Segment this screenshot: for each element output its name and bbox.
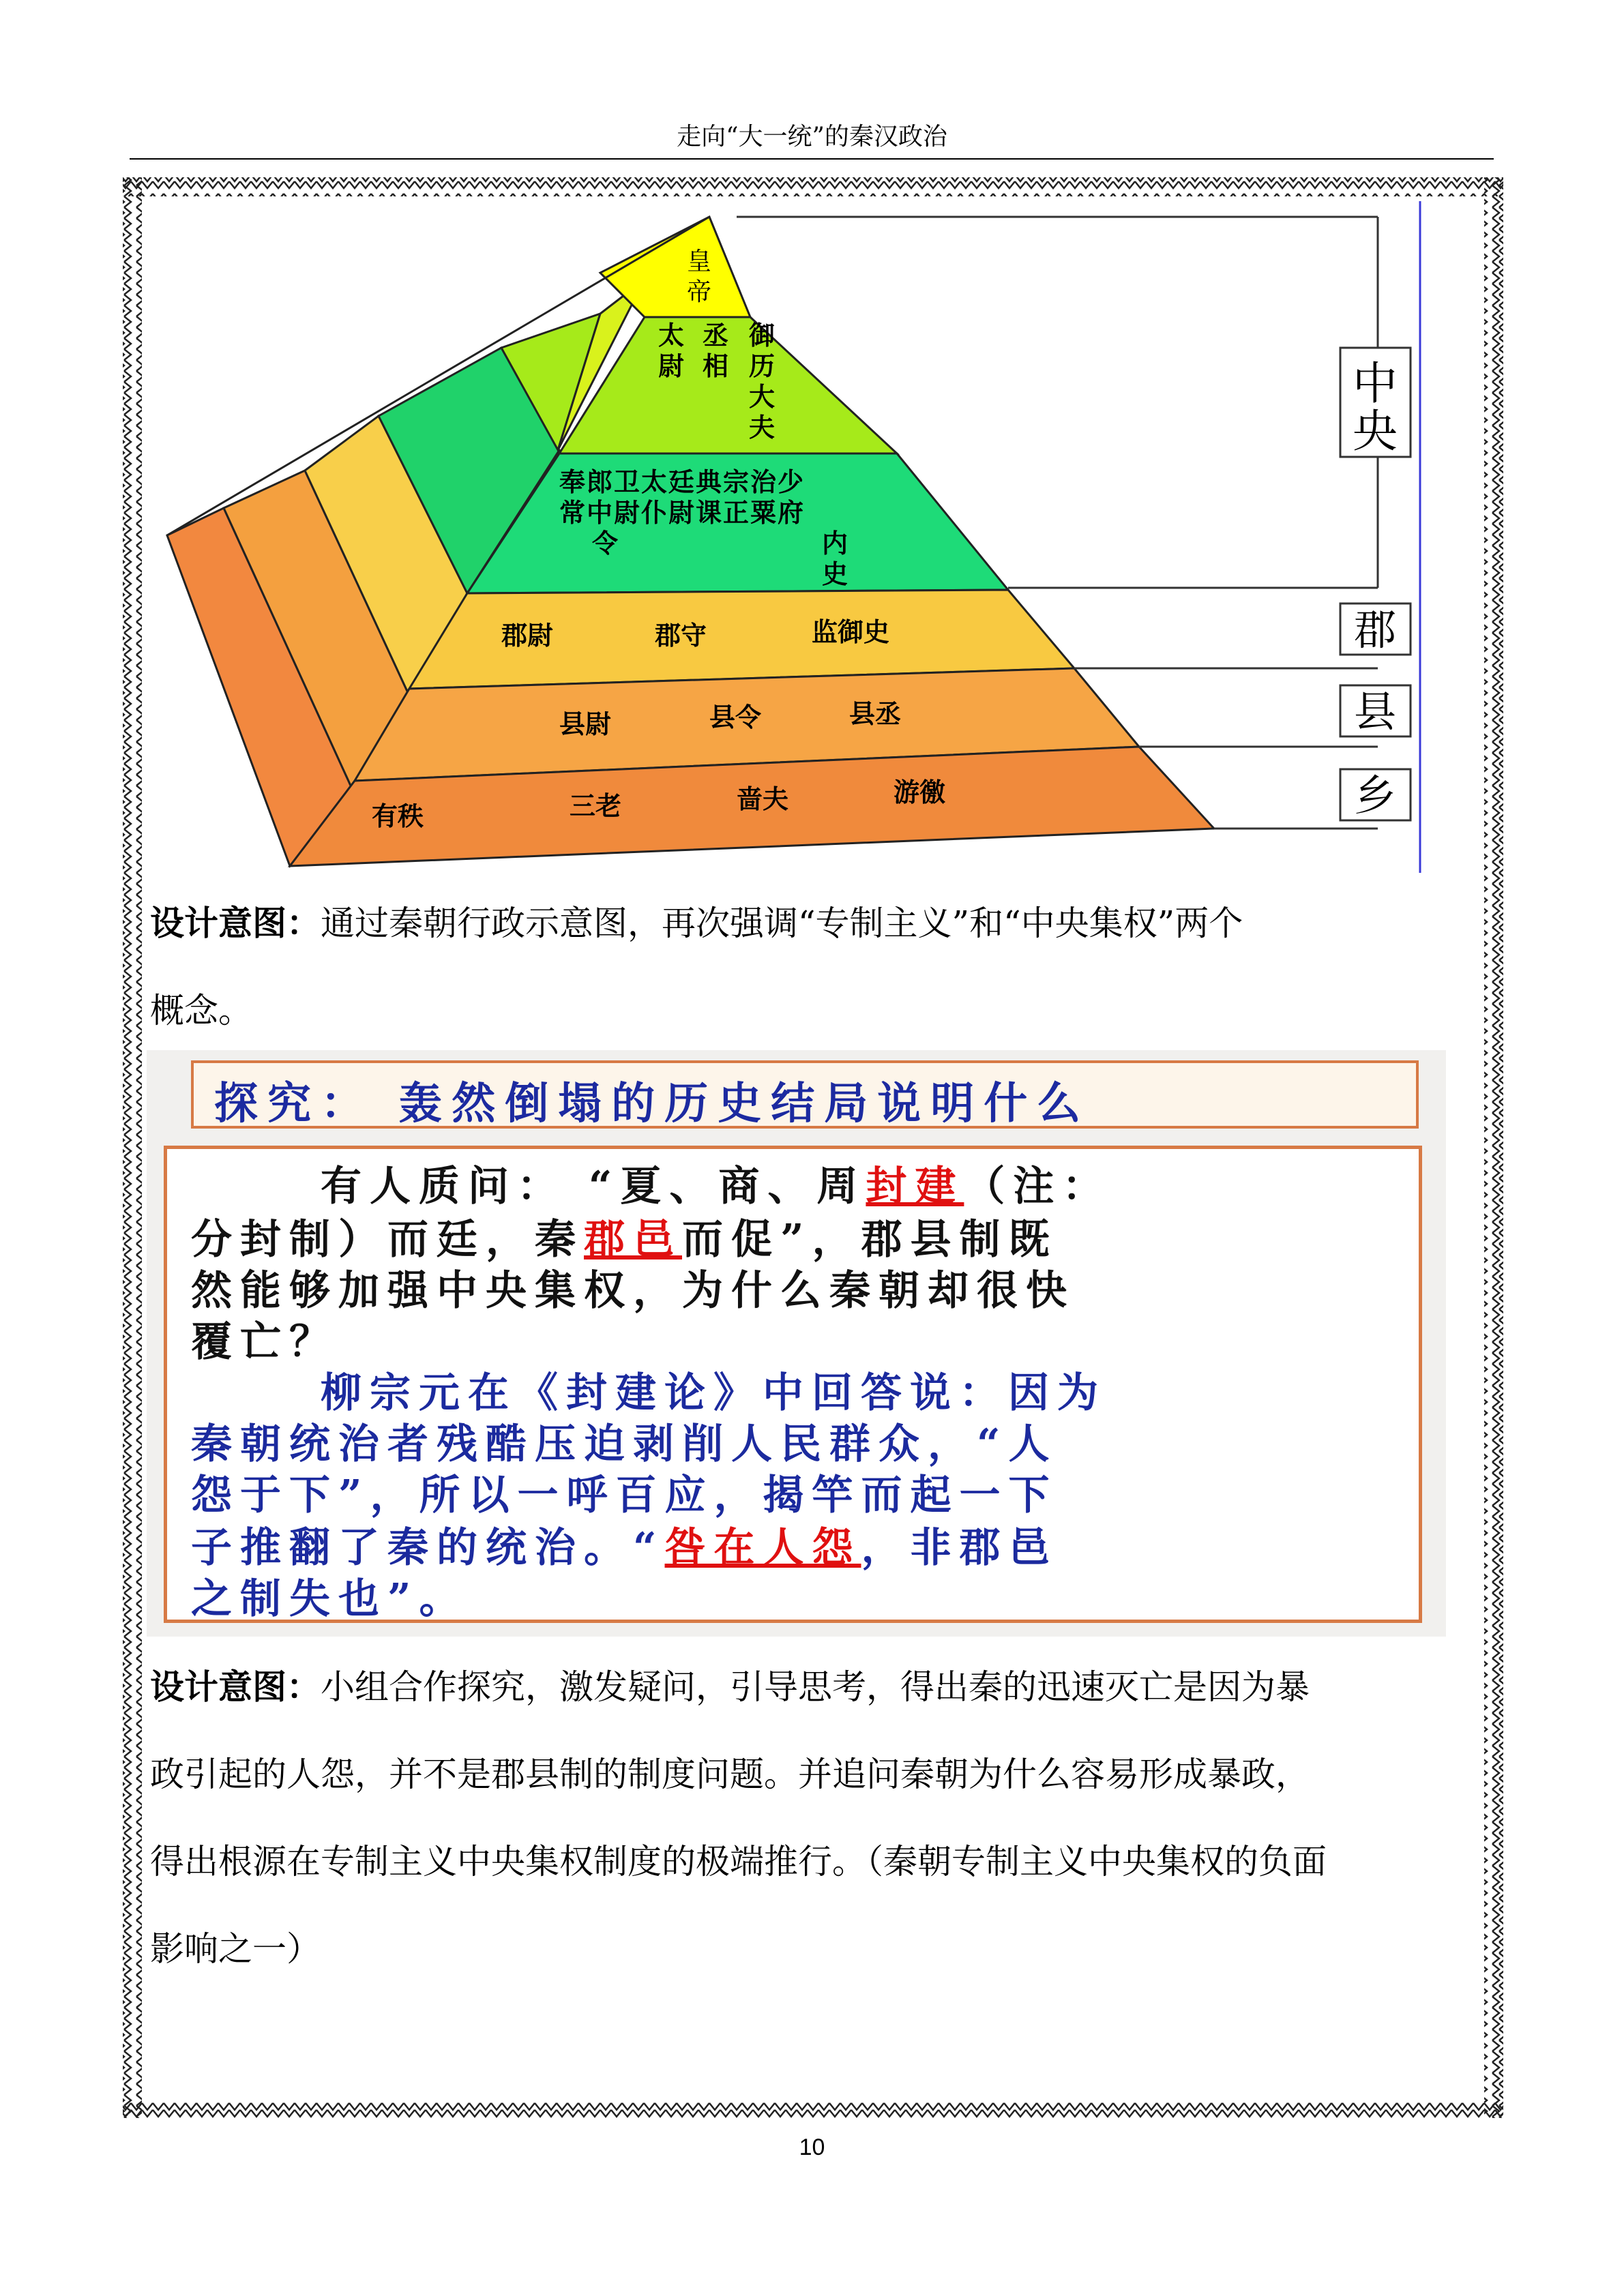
panel-line-4: 覆亡？ bbox=[191, 1318, 338, 1366]
design-intent-1 bbox=[150, 880, 1473, 967]
label-yushi-2: 历 bbox=[749, 351, 776, 381]
page-header: 走向“大一统”的秦汉政治 bbox=[677, 123, 947, 151]
design-intent-2-line-4: 影响之一） bbox=[150, 1929, 321, 1969]
label-yushi-4: 夫 bbox=[749, 413, 776, 443]
label-xianling: 县令 bbox=[709, 702, 762, 732]
svg-text:央: 央 bbox=[1353, 405, 1398, 458]
svg-text:中: 中 bbox=[1353, 357, 1398, 410]
intent-text: 通过秦朝行政示意图，再次强调“专制主义”和“中央集权”两个 bbox=[321, 904, 1243, 943]
panel-line-6: 秦朝统治者残酷压迫剥削人民群众，“人 bbox=[191, 1420, 1058, 1468]
label-huangdi-1: 皇 bbox=[686, 248, 712, 275]
svg-text:县: 县 bbox=[1353, 687, 1397, 736]
side-label-zhongyang bbox=[1340, 348, 1411, 458]
panel-line-5: 柳宗元在《封建论》中回答说：因为 bbox=[321, 1369, 1106, 1417]
label-sefu: 啬夫 bbox=[737, 784, 789, 814]
panel-line-3: 然能够加强中央集权，为什么秦朝却很快 bbox=[191, 1267, 1075, 1315]
label-taiwei-2: 尉 bbox=[658, 351, 685, 381]
panel-line-2: 分封制）而廷，秦郡邑而促”，郡县制既 bbox=[191, 1216, 1058, 1264]
design-intent-2-line-3: 得出根源在专制主义中央集权制度的极端推行。（秦朝专制主义中央集权的负面 bbox=[150, 1842, 1327, 1881]
panel-line-1: 有人质问： “夏、商、周封建（注： bbox=[321, 1163, 1112, 1210]
svg-text:乡: 乡 bbox=[1353, 771, 1397, 820]
design-intent-2 bbox=[150, 1643, 1473, 1731]
inquiry-title: 探究： 轰然倒塌的历史结局说明什么 bbox=[214, 1078, 1091, 1129]
side-label-xiang bbox=[1340, 769, 1411, 820]
design-intent-2-line-2: 政引起的人怨，并不是郡县制的制度问题。并追问秦朝为什么容易形成暴政， bbox=[150, 1755, 1310, 1794]
intent2-label: 设计意图： bbox=[150, 1667, 321, 1707]
label-jianyushi: 监御史 bbox=[812, 617, 890, 647]
panel-line-9: 之制失也”。 bbox=[191, 1575, 469, 1623]
label-youzhi: 有秩 bbox=[372, 801, 424, 831]
label-jiuqing-row1: 奉郎卫太廷典宗治少 bbox=[559, 467, 806, 497]
label-junwei: 郡尉 bbox=[501, 621, 554, 651]
panel-line-7: 怨于下”，所以一呼百应，揭竿而起一下 bbox=[191, 1472, 1058, 1519]
label-yushi-3: 大 bbox=[749, 382, 776, 412]
side-label-jun bbox=[1340, 603, 1411, 655]
label-xiancheng: 县丞 bbox=[849, 699, 902, 729]
page-number: 10 bbox=[799, 2134, 825, 2160]
label-xianwei: 县尉 bbox=[559, 709, 612, 739]
label-taiwei-1: 太 bbox=[658, 320, 685, 351]
label-chengxiang-1: 丞 bbox=[703, 320, 729, 351]
label-jiuqing-row2: 常中尉仆尉课正粟府 bbox=[559, 498, 806, 528]
label-sanlao: 三老 bbox=[570, 791, 622, 821]
panel-line-8: 子推翻了秦的统治。“咎在人怨，非郡邑 bbox=[191, 1524, 1058, 1572]
intent2-line-1: 小组合作探究，激发疑问，引导思考，得出秦的迅速灭亡是因为暴 bbox=[321, 1667, 1310, 1707]
label-jiuqing-row3b: 内 bbox=[822, 528, 850, 558]
label-chengxiang-2: 相 bbox=[703, 351, 729, 381]
label-jiuqing-row3: 令 bbox=[592, 528, 620, 558]
label-huangdi-2: 帝 bbox=[686, 278, 712, 306]
qin-admin-pyramid bbox=[157, 201, 1466, 883]
label-yushi-1: 御 bbox=[749, 320, 776, 351]
side-label-xian bbox=[1340, 685, 1411, 736]
label-jiuqing-row4: 史 bbox=[822, 559, 850, 589]
intent-label: 设计意图： bbox=[150, 903, 321, 943]
svg-text:郡: 郡 bbox=[1353, 605, 1397, 655]
label-junshou: 郡守 bbox=[655, 621, 707, 651]
inquiry-title-box bbox=[191, 1060, 1419, 1129]
design-intent-1-cont: 概念。 bbox=[150, 991, 252, 1030]
label-youjiao: 游徼 bbox=[894, 777, 946, 807]
